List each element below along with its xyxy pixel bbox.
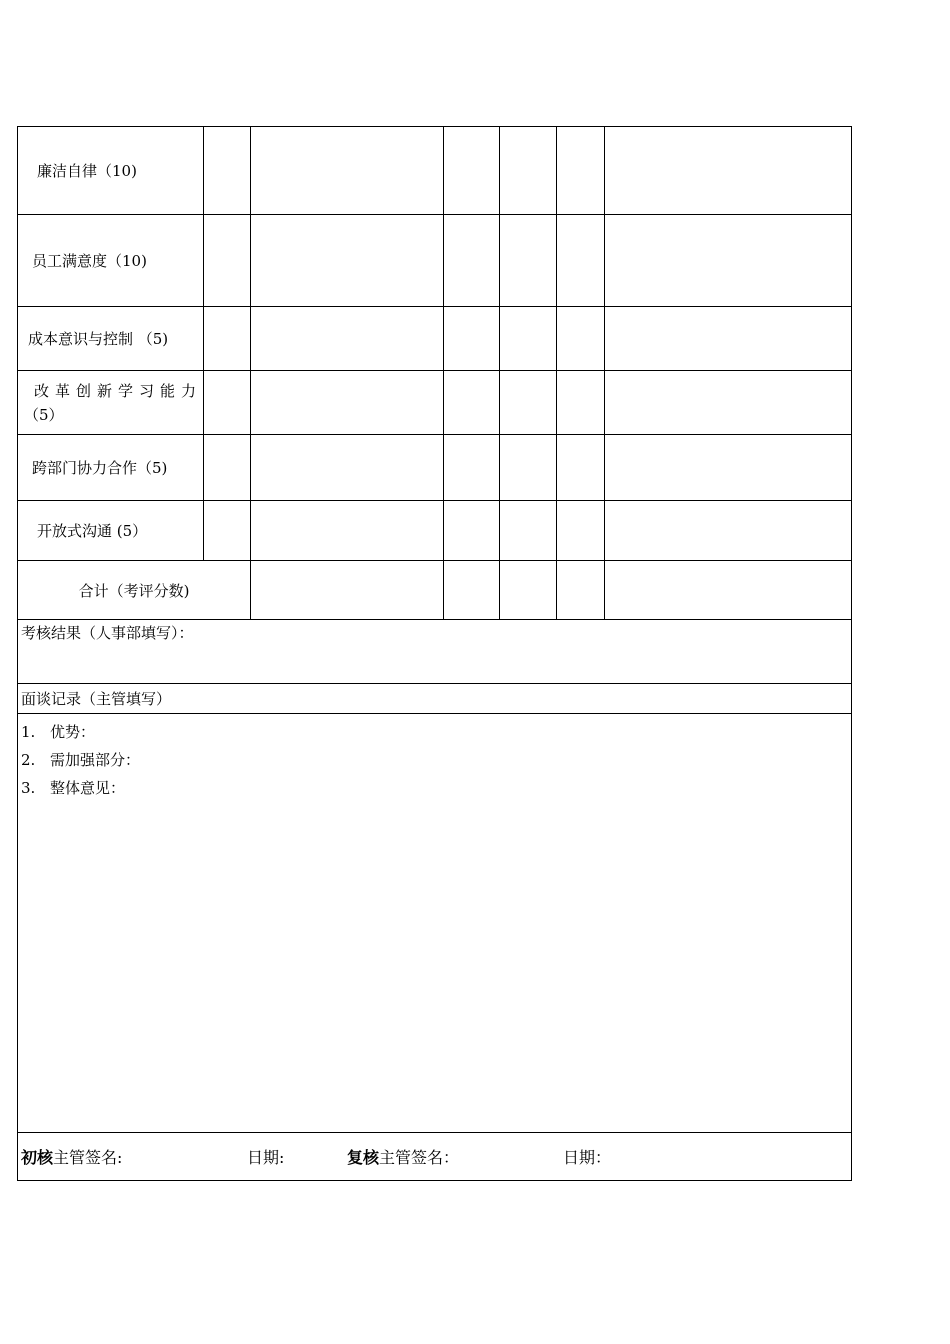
criteria-label: 开放式沟通 (5） [18,501,204,561]
note-number: 1. [21,723,36,741]
score-cell[interactable] [204,435,251,501]
remark-cell[interactable] [605,561,852,620]
first-date-label: 日期: [247,1148,285,1167]
second-review-label: 复核 [347,1148,380,1167]
remark-cell[interactable] [605,307,852,371]
score-cell[interactable] [500,501,557,561]
score-cell[interactable] [557,215,605,307]
result-label[interactable]: 考核结果（人事部填写）： [18,620,852,684]
note-text: 整体意见： [50,779,126,797]
score-cell[interactable] [500,127,557,215]
score-cell[interactable] [500,307,557,371]
score-cell[interactable] [444,435,500,501]
interview-notes-row [18,714,852,1133]
note-item [21,746,848,774]
criteria-label-line2: （5） [24,405,64,424]
criteria-row-innovation [18,371,852,435]
score-cell[interactable] [204,215,251,307]
score-cell[interactable] [204,307,251,371]
note-text: 优势： [50,723,96,741]
score-cell[interactable] [557,307,605,371]
evaluation-form [17,126,851,1181]
criteria-row-communication [18,501,852,561]
score-cell[interactable] [557,501,605,561]
score-cell[interactable] [500,435,557,501]
score-cell[interactable] [444,215,500,307]
score-cell[interactable] [444,561,500,620]
comment-cell[interactable] [251,435,444,501]
score-cell[interactable] [204,501,251,561]
remark-cell[interactable] [605,127,852,215]
score-cell[interactable] [557,127,605,215]
note-text: 需加强部分： [50,751,141,769]
note-number: 2. [21,751,36,769]
interview-header-row [18,684,852,714]
score-cell[interactable] [557,435,605,501]
first-signature-label: 主管签名: [53,1148,123,1167]
criteria-row-integrity [18,127,852,215]
first-review-label: 初核 [21,1148,54,1167]
total-label: 合计（考评分数) [18,561,251,620]
score-cell[interactable] [204,371,251,435]
comment-cell[interactable] [251,501,444,561]
score-cell[interactable] [500,561,557,620]
criteria-label: 成本意识与控制 （5) [18,307,204,371]
score-cell[interactable] [500,215,557,307]
result-row [18,620,852,684]
comment-cell[interactable] [251,127,444,215]
score-cell[interactable] [500,371,557,435]
criteria-label: 跨部门协力合作（5) [18,435,204,501]
remark-cell[interactable] [605,371,852,435]
score-cell[interactable] [444,307,500,371]
total-row [18,561,852,620]
signature-area[interactable] [18,1133,852,1181]
criteria-row-satisfaction [18,215,852,307]
note-item [21,718,848,746]
remark-cell[interactable] [605,215,852,307]
remark-cell[interactable] [605,435,852,501]
comment-cell[interactable] [251,371,444,435]
comment-cell[interactable] [251,561,444,620]
remark-cell[interactable] [605,501,852,561]
score-cell[interactable] [444,127,500,215]
criteria-row-cost [18,307,852,371]
score-cell[interactable] [557,371,605,435]
evaluation-table [17,126,852,1181]
comment-cell[interactable] [251,215,444,307]
second-signature-label: 主管签名： [379,1148,460,1167]
second-date-label: 日期： [563,1148,612,1167]
criteria-label-line1: 改革创新学习能力 [34,381,203,400]
first-signature [21,1145,247,1168]
criteria-row-cooperation [18,435,852,501]
score-cell[interactable] [557,561,605,620]
note-number: 3. [21,779,36,797]
criteria-label [18,371,204,435]
comment-cell[interactable] [251,307,444,371]
score-cell[interactable] [204,127,251,215]
second-signature [347,1145,563,1168]
note-item [21,774,848,802]
criteria-label: 廉洁自律（10) [18,127,204,215]
criteria-label: 员工满意度（10) [18,215,204,307]
score-cell[interactable] [444,371,500,435]
interview-label: 面谈记录（主管填写） [18,684,852,714]
score-cell[interactable] [444,501,500,561]
interview-notes[interactable] [18,714,852,1133]
signature-row [18,1133,852,1181]
